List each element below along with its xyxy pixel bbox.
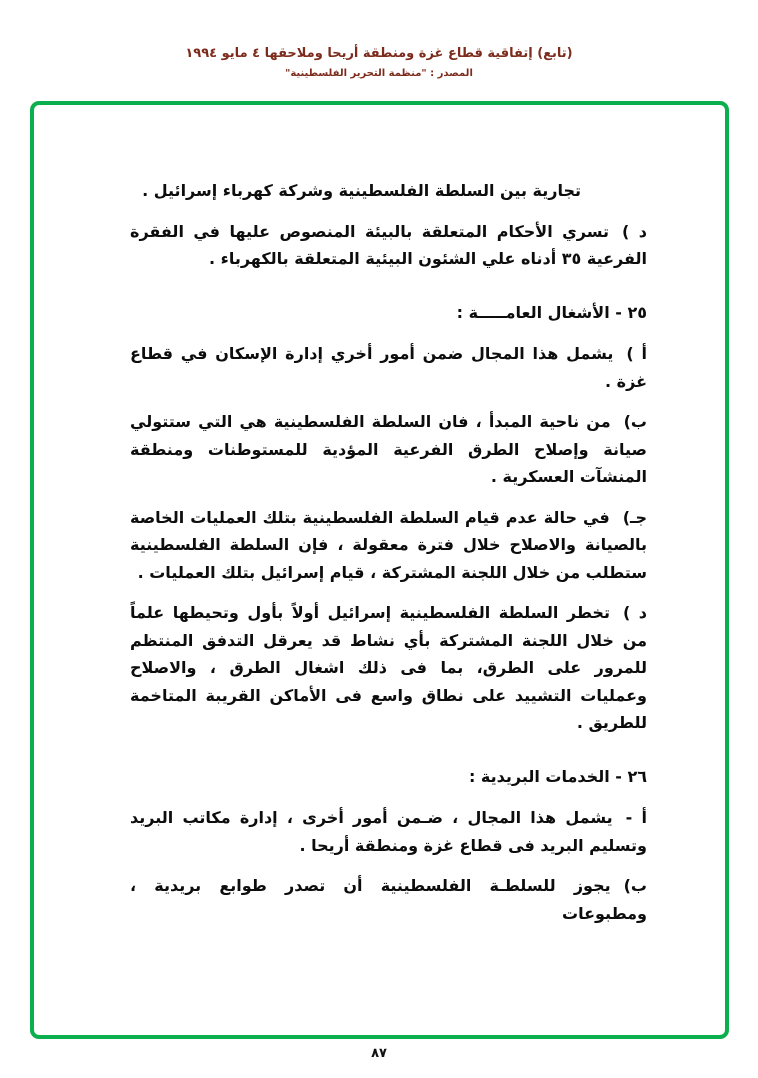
clause-item-j1 — [130, 504, 647, 587]
green-border-frame — [30, 101, 729, 1039]
document-footer — [0, 1046, 758, 1061]
clause-label: د ) — [622, 221, 648, 241]
document-header — [0, 46, 758, 79]
section-heading-25: ٢٥ - الأشغال العامـــــة : — [456, 302, 647, 322]
clause-label: أ - — [625, 808, 647, 828]
clause-label: ب) — [623, 876, 647, 896]
clause-item-a2 — [130, 804, 647, 859]
clause-text: تسري الأحكام المتعلقة بالبيئة المنصوص عليها في الفقرة الفرعية ٣٥ أدناه علي الشئون البيئية المتعلقة بالكهرباء . — [130, 221, 647, 269]
page-number: ٨٧ — [371, 1046, 387, 1061]
clause-label: ب) — [623, 412, 647, 432]
clause-label: د ) — [622, 603, 647, 623]
clause-item-d2 — [130, 599, 647, 737]
clause-text: في حالة عدم قيام السلطة الفلسطينية بتلك العمليات الخاصة بالصيانة والاصلاح خلال فترة معقولة ، فإن السلطة الفلسطينية ستطلب من خلال اللجنة المشتركة ، قيام إسرائيل بتلك العمليات . — [130, 507, 647, 582]
clause-item-b2 — [130, 872, 647, 927]
clause-text: يجوز للسلطـة الفلسطينية أن تصدر طوابع بريدية ، ومطبوعات — [130, 876, 647, 923]
clause-item-a1 — [130, 340, 647, 395]
clause-text: يشمل هذا المجال ضمن أمور أخري إدارة الإسكان في قطاع غزة . — [130, 344, 647, 391]
clause-text: يشمل هذا المجال ، ضـمن أمور أخرى ، إدارة مكاتب البريد وتسليم البريد فى قطاع غزة ومنطقة أريحا . — [130, 808, 647, 855]
clause-text: تخطر السلطة الفلسطينية إسرائيل أولاً بأول وتحيطها علماً من خلال اللجنة المشتركة بأي نشاط قد يعرقل التدفق المنتظم للمرور على الطرق، بما فى ذلك اشغال الطرق ، والاصلاح وعمليات التشييد على نطاق واسع فى الأماكن القريبة المتاخمة للطريق . — [130, 603, 647, 733]
header-source: المصدر : "منظمة التحرير الفلسطينية" — [285, 68, 473, 79]
header-title: (تابع) إتفاقية قطاع غزة ومنطقة أريحا وملاحقها ٤ مايو ١٩٩٤ — [185, 46, 573, 61]
clause-item-b1 — [130, 408, 647, 491]
clause-item-d1 — [130, 218, 647, 273]
continuation-paragraph: تجارية بين السلطة الفلسطينية وشركة كهرباء إسرائيل . — [142, 181, 581, 200]
section-heading-26: ٢٦ - الخدمات البريدية : — [468, 766, 647, 786]
clause-label: جـ) — [622, 507, 647, 527]
clause-label: أ ) — [626, 344, 648, 364]
document-text — [34, 105, 725, 927]
clause-text: من ناحية المبدأ ، فان السلطة الفلسطينية هي التي ستتولي صيانة وإصلاح الطرق الفرعية المؤدية للمستوطنات ومنطقة المنشآت العسكرية . — [130, 412, 647, 487]
